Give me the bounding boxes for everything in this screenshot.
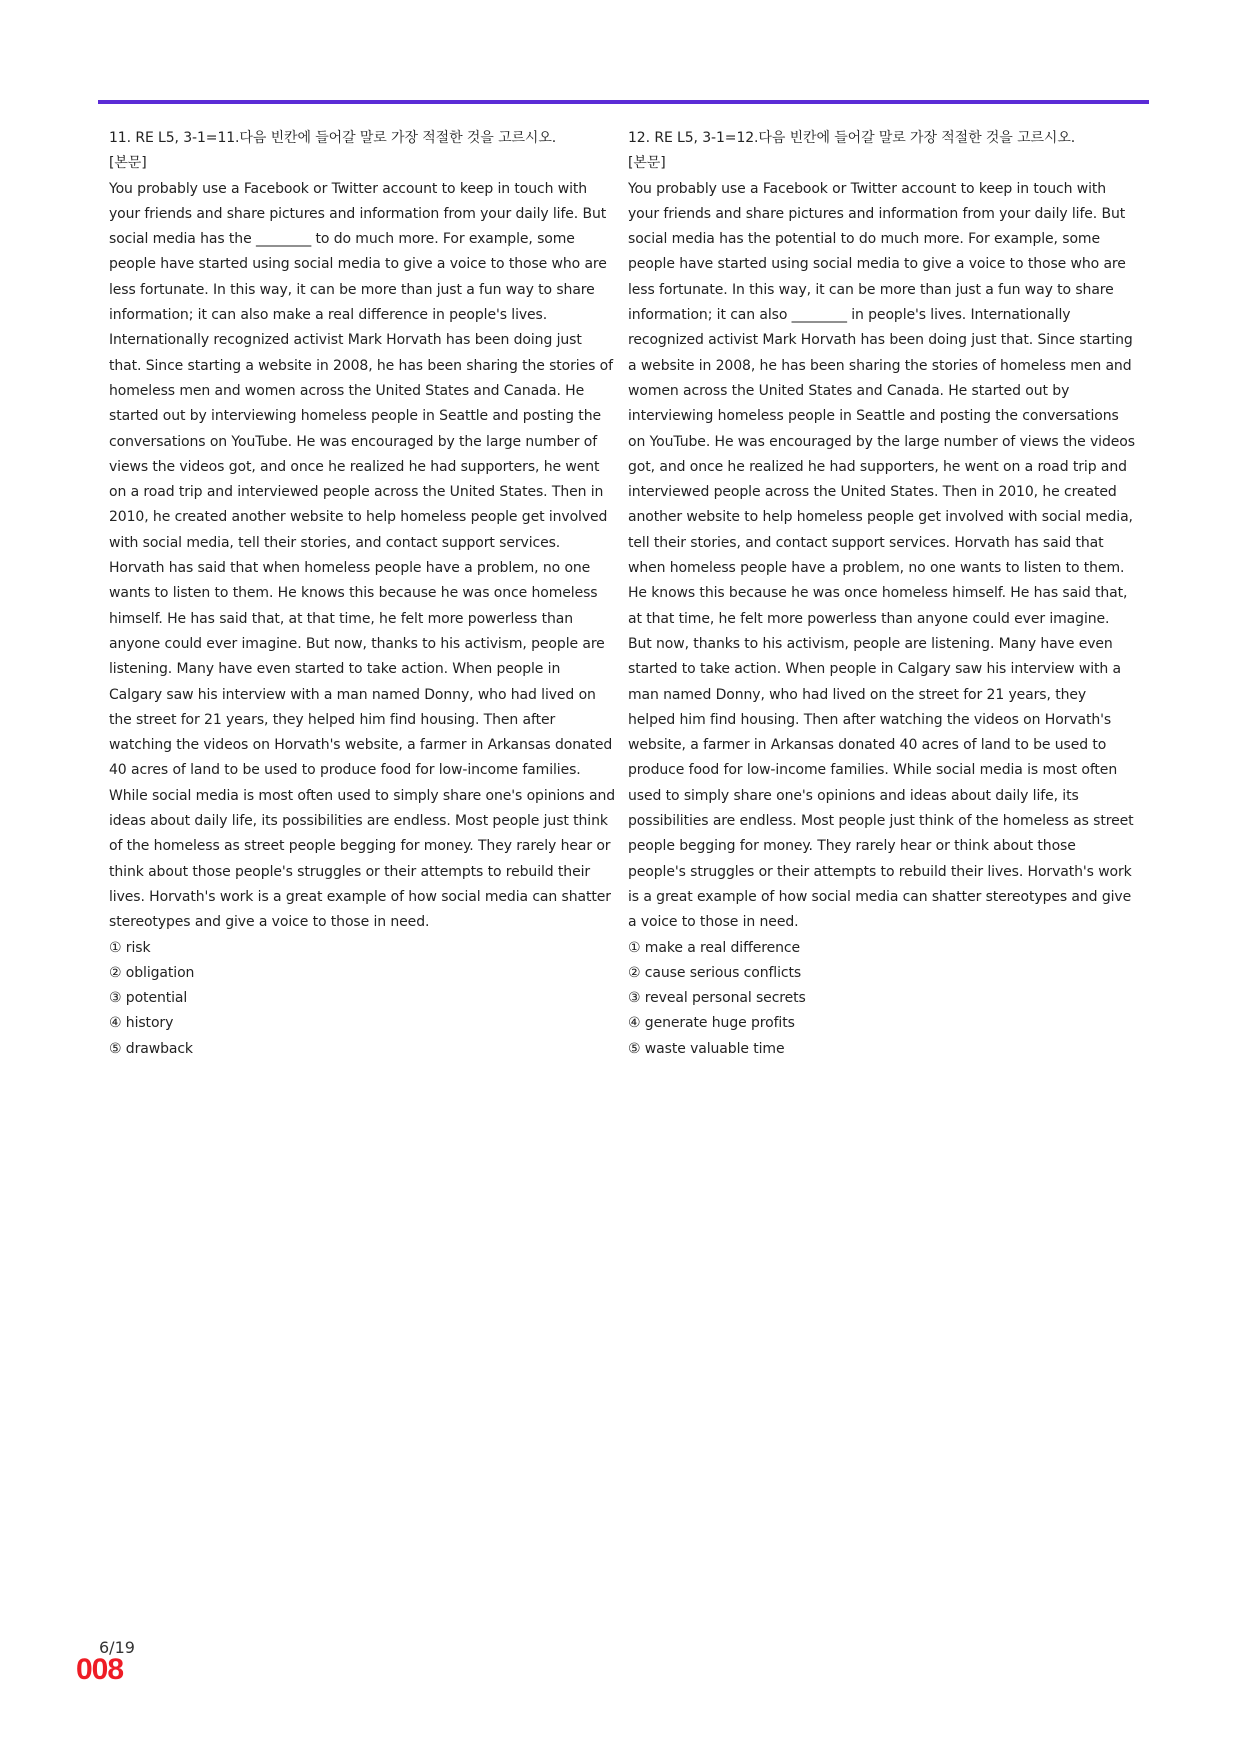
section-tag: [본문] [628,155,666,172]
option-5[interactable]: ⑤ drawback [109,1040,193,1057]
section-tag: [본문] [109,155,147,172]
question-title: 11. RE L5, 3-1=11.다음 빈칸에 들어갈 말로 가장 적절한 것을 고르시오. [109,130,557,146]
header-rule [98,100,1149,104]
option-2[interactable]: ② obligation [109,964,195,981]
page-number: 6/19 [99,1638,135,1657]
option-1[interactable]: ① risk [109,939,151,956]
option-2[interactable]: ② cause serious conflicts [628,964,802,981]
option-4[interactable]: ④ generate huge profits [628,1015,795,1032]
question-title: 12. RE L5, 3-1=12.다음 빈칸에 들어갈 말로 가장 적절한 것을 고르시오. [628,130,1076,146]
option-1[interactable]: ① make a real difference [628,939,800,956]
answer-options [628,936,1136,1062]
page-code: 008 [76,1653,124,1686]
question-11 [109,126,617,1062]
option-5[interactable]: ⑤ waste valuable time [628,1040,785,1057]
question-12 [628,126,1136,1062]
answer-options [109,936,617,1062]
passage-text: You probably use a Facebook or Twitter account to keep in touch with your friends and share pictures and information from your daily life. But social media has the potential to do much more. For example, some people have started using social media to give a voice to those who are less fortunate. In this way, it can be more than just a fun way to share information; it can also ________ in people's lives. Internationally recognized activist Mark Horvath has been doing just that. Since starting a website in 2008, he has been sharing the stories of homeless men and women across the United States and Canada. He started out by interviewing homeless people in Seattle and posting the conversations on YouTube. He was encouraged by the large number of views the videos got, and once he realized he had supporters, he went on a road trip and interviewed people across the United States. Then in 2010, he created another website to help homeless people get involved with social media, tell their stories, and contact support services. Horvath has said that when homeless people have a problem, no one wants to listen to them. He knows this because he was once homeless himself. He has said that, at that time, he felt more powerless than anyone could ever imagine. But now, thanks to his activism, people are listening. Many have even started to take action. When people in Calgary saw his interview with a man named Donny, who had lived on the street for 21 years, they helped him find housing. Then after watching the videos on Horvath's website, a farmer in Arkansas donated 40 acres of land to be used to produce food for low-income families. While social media is most often used to simply share one's opinions and ideas about daily life, its possibilities are endless. Most people just think of the homeless as street people begging for money. They rarely hear or think about those people's struggles or their attempts to rebuild their lives. Horvath's work is a great example of how social media can shatter stereotypes and give a voice to those in need. [628,180,1135,931]
option-4[interactable]: ④ history [109,1015,174,1032]
option-3[interactable]: ③ potential [109,990,188,1007]
passage-text: You probably use a Facebook or Twitter account to keep in touch with your friends and share pictures and information from your daily life. But social media has the ________ to do much more. For example, some people have started using social media to give a voice to those who are less fortunate. In this way, it can be more than just a fun way to share information; it can also make a real difference in people's lives. Internationally recognized activist Mark Horvath has been doing just that. Since starting a website in 2008, he has been sharing the stories of homeless men and women across the United States and Canada. He started out by interviewing homeless people in Seattle and posting the conversations on YouTube. He was encouraged by the large number of views the videos got, and once he realized he had supporters, he went on a road trip and interviewed people across the United States. Then in 2010, he created another website to help homeless people get involved with social media, tell their stories, and contact support services. Horvath has said that when homeless people have a problem, no one wants to listen to them. He knows this because he was once homeless himself. He has said that, at that time, he felt more powerless than anyone could ever imagine. But now, thanks to his activism, people are listening. Many have even started to take action. When people in Calgary saw his interview with a man named Donny, who had lived on the street for 21 years, they helped him find housing. Then after watching the videos on Horvath's website, a farmer in Arkansas donated 40 acres of land to be used to produce food for low-income families. While social media is most often used to simply share one's opinions and ideas about daily life, its possibilities are endless. Most people just think of the homeless as street people begging for money. They rarely hear or think about those people's struggles or their attempts to rebuild their lives. Horvath's work is a great example of how social media can shatter stereotypes and give a voice to those in need. [109,180,616,931]
option-3[interactable]: ③ reveal personal secrets [628,990,806,1007]
